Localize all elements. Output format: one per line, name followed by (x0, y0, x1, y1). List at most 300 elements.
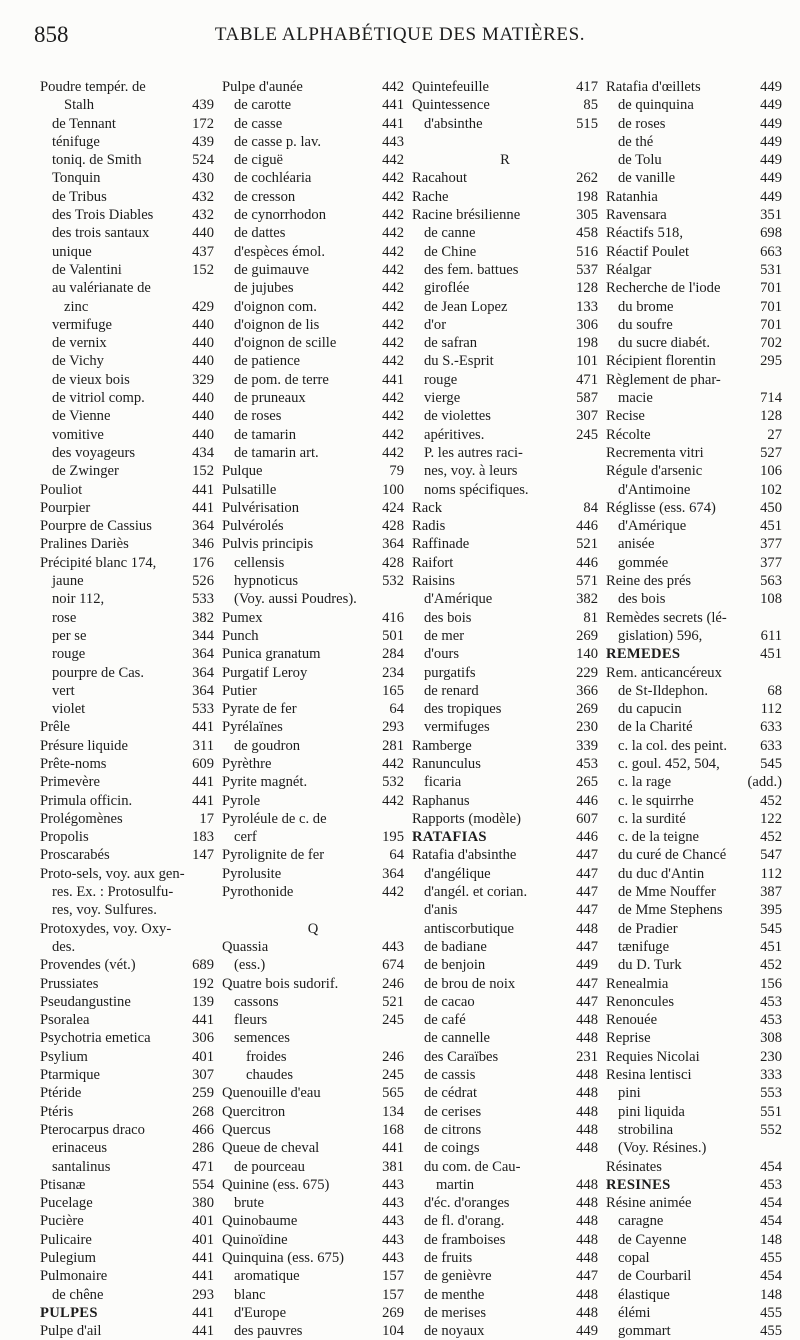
entry-term: erinaceus (52, 1140, 108, 1157)
entry-page-ref: 552 (760, 1121, 782, 1138)
entry-page-ref: 381 (382, 1158, 404, 1175)
index-entry (222, 481, 404, 499)
entry-page-ref: 532 (382, 573, 404, 590)
index-entry (222, 737, 404, 755)
entry-page-ref: 306 (576, 316, 598, 333)
entry-term: Racine brésilienne (412, 207, 521, 224)
entry-page-ref: 269 (382, 1304, 404, 1321)
index-entry (606, 1212, 782, 1230)
entry-page-ref: 106 (760, 463, 782, 480)
entry-term: brute (234, 1195, 264, 1212)
entry-term: de thé (618, 133, 654, 150)
index-entry (412, 499, 598, 517)
entry-term: de genièvre (424, 1268, 492, 1285)
entry-term: de fl. d'orang. (424, 1213, 505, 1230)
entry-page-ref: 563 (760, 573, 782, 590)
entry-term: anisée (618, 536, 655, 553)
index-entry (412, 590, 598, 608)
index-entry (222, 96, 404, 114)
index-entry (412, 828, 598, 846)
entry-term: de vitriol comp. (52, 390, 145, 407)
entry-term: semences (234, 1030, 290, 1047)
entry-term: de quinquina (618, 97, 694, 114)
entry-page-ref: 128 (760, 408, 782, 425)
index-entry (412, 718, 598, 736)
index-entry (606, 1322, 782, 1340)
entry-page-ref: 451 (760, 518, 782, 535)
index-entry (606, 993, 782, 1011)
entry-page-ref: 231 (576, 1048, 598, 1065)
entry-page-ref: 230 (576, 719, 598, 736)
page-header (34, 22, 766, 62)
entry-page-ref: 295 (760, 353, 782, 370)
index-entry (606, 444, 782, 462)
index-entry (606, 499, 782, 517)
entry-term: Quinquina (ess. 675) (222, 1250, 345, 1266)
entry-term: d'Antimoine (618, 481, 691, 498)
entry-page-ref: 446 (576, 829, 598, 846)
entry-term: de casse (234, 115, 283, 132)
entry-term: Ravensara (606, 207, 667, 224)
entry-term: c. la surdité (618, 810, 686, 827)
index-entry (606, 883, 782, 901)
entry-page-ref: 346 (192, 536, 214, 553)
entry-term: de cochléaria (234, 170, 312, 187)
entry-page-ref: 442 (382, 79, 404, 95)
entry-term: des tropiques (424, 701, 502, 718)
entry-page-ref: 453 (760, 1176, 782, 1193)
entry-term: ténifuge (52, 133, 100, 150)
entry-page-ref: 455 (760, 1323, 782, 1340)
index-entry (222, 426, 404, 444)
entry-term: Recherche de l'iode (606, 280, 721, 297)
index-entry (222, 1249, 404, 1267)
entry-term: res. Ex. : Protosulfu- (52, 884, 174, 901)
entry-term: de café (424, 1012, 466, 1029)
entry-term: Rache (412, 188, 449, 205)
entry-page-ref: 454 (760, 1213, 782, 1230)
entry-term: élémi (618, 1304, 651, 1321)
index-entry (606, 389, 782, 407)
index-entry (222, 865, 404, 883)
entry-term: Recise (606, 408, 645, 425)
index-entry (40, 975, 214, 993)
index-entry (606, 1267, 782, 1285)
entry-term: cellensis (234, 554, 285, 571)
index-entry (40, 1286, 214, 1304)
index-entry (606, 426, 782, 444)
entry-term: noir 112, (52, 591, 105, 608)
index-entry (412, 261, 598, 279)
entry-page-ref: 128 (576, 280, 598, 297)
entry-term: de pom. de terre (234, 371, 329, 388)
entry-page-ref: 81 (583, 609, 598, 626)
entry-term: Pulque (222, 463, 263, 480)
entry-term: Provendes (vét.) (40, 957, 136, 974)
index-entry (606, 1231, 782, 1249)
entry-term: Quercus (222, 1121, 271, 1138)
index-entry (606, 792, 782, 810)
entry-page-ref: 442 (382, 353, 404, 370)
entry-page-ref: 172 (192, 115, 214, 132)
entry-term: d'ours (424, 646, 460, 663)
entry-term: zinc (64, 298, 89, 315)
entry-page-ref: 533 (192, 591, 214, 608)
index-entry (222, 389, 404, 407)
entry-page-ref: 466 (192, 1121, 214, 1138)
entry-term: de noyaux (424, 1323, 485, 1340)
entry-term: Pulicaire (40, 1231, 92, 1248)
entry-term: c. la rage (618, 774, 672, 791)
entry-term: de patience (234, 353, 301, 370)
entry-page-ref: 448 (576, 1121, 598, 1138)
entry-page-ref: 140 (576, 646, 598, 663)
entry-term: martin (436, 1176, 475, 1193)
entry-term: de Mme Stephens (618, 902, 723, 919)
index-entry (606, 352, 782, 370)
entry-term: Renoncules (606, 993, 675, 1010)
index-entry (40, 243, 214, 261)
index-entry (222, 1139, 404, 1157)
entry-term: Renouée (606, 1012, 658, 1029)
entry-page-ref: 442 (382, 316, 404, 333)
entry-page-ref: 441 (382, 115, 404, 132)
entry-page-ref: 307 (576, 408, 598, 425)
entry-term: Protoxydes, voy. Oxy- (40, 920, 172, 937)
index-entry (606, 773, 782, 791)
entry-page-ref: 439 (192, 133, 214, 150)
entry-page-ref: 442 (382, 152, 404, 169)
entry-page-ref: 611 (760, 627, 782, 644)
entry-term: Punica granatum (222, 646, 321, 663)
entry-term: d'angél. et corian. (424, 884, 528, 901)
index-entry (40, 371, 214, 389)
index-entry (412, 609, 598, 627)
entry-term: Ptéris (40, 1103, 74, 1120)
entry-page-ref: 448 (576, 1140, 598, 1157)
index-entry (222, 1304, 404, 1322)
entry-page-ref: 451 (760, 938, 782, 955)
entry-term: Raphanus (412, 792, 470, 809)
index-entry (222, 718, 404, 736)
index-entry (222, 993, 404, 1011)
entry-term: vierge (424, 390, 461, 407)
index-entry (606, 1066, 782, 1084)
index-entry (412, 298, 598, 316)
index-entry (222, 371, 404, 389)
index-entry (40, 773, 214, 791)
index-entry (40, 572, 214, 590)
entry-page-ref: 441 (192, 1250, 214, 1266)
index-entry (412, 1121, 598, 1139)
entry-page-ref: 432 (192, 188, 214, 205)
entry-term: gommart (618, 1323, 671, 1340)
entry-term: des Trois Diables (52, 207, 154, 224)
entry-term: d'oignon de lis (234, 316, 320, 333)
index-entry (222, 700, 404, 718)
index-entry (222, 554, 404, 572)
entry-page-ref: 633 (760, 719, 782, 736)
entry-page-ref: 449 (760, 152, 782, 169)
entry-page-ref: 527 (760, 444, 782, 461)
entry-term: Quenouille d'eau (222, 1085, 321, 1102)
index-entry (222, 517, 404, 535)
entry-term: c. le squirrhe (618, 792, 694, 809)
index-entry (40, 1011, 214, 1029)
entry-page-ref: 701 (760, 280, 782, 297)
entry-term: Putier (222, 682, 257, 699)
index-entry (222, 572, 404, 590)
entry-page-ref: 307 (192, 1067, 214, 1084)
entry-page-ref: 428 (382, 554, 404, 571)
entry-term: (ess.) (234, 957, 266, 974)
index-entry (40, 1121, 214, 1139)
entry-page-ref: 439 (192, 97, 214, 114)
entry-term: de Vienne (52, 408, 111, 425)
entry-page-ref: 442 (382, 225, 404, 242)
index-entry (222, 664, 404, 682)
entry-page-ref: 448 (576, 920, 598, 937)
entry-term: Quintefeuille (412, 79, 489, 95)
entry-term: de vieux bois (52, 371, 130, 388)
index-entry (40, 444, 214, 462)
entry-term: Propolis (40, 829, 89, 846)
index-entry (222, 499, 404, 517)
entry-page-ref: 441 (382, 1140, 404, 1157)
index-entry (606, 1194, 782, 1212)
entry-page-ref: 607 (576, 810, 598, 827)
entry-term: Racahout (412, 170, 468, 187)
entry-page-ref: 192 (192, 975, 214, 992)
entry-term: Quinine (ess. 675) (222, 1176, 330, 1193)
index-entry (606, 316, 782, 334)
entry-term: Pourpre de Cassius (40, 518, 152, 535)
entry-page-ref: 443 (382, 1213, 404, 1230)
entry-page-ref: 364 (192, 518, 214, 535)
entry-term: copal (618, 1250, 650, 1266)
entry-term: de dattes (234, 225, 286, 242)
entry-page-ref: 455 (760, 1304, 782, 1321)
index-entry (606, 334, 782, 352)
entry-term: vomitive (52, 426, 104, 443)
entry-term: d'Amérique (618, 518, 687, 535)
entry-page-ref: 448 (576, 1231, 598, 1248)
index-entry (606, 700, 782, 718)
index-entry (412, 627, 598, 645)
entry-page-ref: 442 (382, 792, 404, 809)
entry-term: RATAFIAS (412, 829, 487, 846)
index-entry (606, 846, 782, 864)
index-entry (40, 206, 214, 224)
entry-page-ref: 306 (192, 1030, 214, 1047)
entry-term: de roses (618, 115, 666, 132)
entry-term: Pucière (40, 1213, 84, 1230)
entry-page-ref: 442 (382, 261, 404, 278)
entry-term: Réactifs 518, (606, 225, 684, 242)
index-entry (222, 243, 404, 261)
entry-page-ref: 447 (576, 1268, 598, 1285)
entry-page-ref: 442 (382, 426, 404, 443)
entry-page-ref: 380 (192, 1195, 214, 1212)
index-entry (40, 627, 214, 645)
entry-page-ref: 449 (760, 97, 782, 114)
index-entry (222, 1212, 404, 1230)
entry-page-ref: 447 (576, 847, 598, 864)
entry-term: froides (246, 1048, 287, 1065)
entry-term: de violettes (424, 408, 491, 425)
entry-term: de carotte (234, 97, 292, 114)
index-entry (412, 352, 598, 370)
index-entry (40, 169, 214, 187)
entry-term: pini (618, 1085, 641, 1102)
index-entry (606, 1121, 782, 1139)
entry-page-ref: 305 (576, 207, 598, 224)
index-entry (222, 682, 404, 700)
index-entry (412, 1267, 598, 1285)
entry-page-ref: 364 (192, 664, 214, 681)
entry-term: ficaria (424, 774, 462, 791)
index-entry (412, 316, 598, 334)
entry-page-ref: 269 (576, 701, 598, 718)
index-entry (40, 407, 214, 425)
index-entry (40, 1158, 214, 1176)
index-entry (606, 755, 782, 773)
entry-term: de canne (424, 225, 476, 242)
entry-page-ref: 84 (583, 499, 598, 516)
entry-term: de Pradier (618, 920, 678, 937)
entry-page-ref: 424 (382, 499, 404, 516)
entry-term: Recrementa vitri (606, 444, 704, 461)
index-entry (606, 115, 782, 133)
index-entry (222, 1231, 404, 1249)
entry-page-ref: 157 (382, 1268, 404, 1285)
entry-page-ref: 551 (760, 1103, 782, 1120)
entry-page-ref: 449 (760, 170, 782, 187)
entry-term: de framboises (424, 1231, 506, 1248)
index-entry (606, 1158, 782, 1176)
entry-term: Ptéride (40, 1085, 82, 1102)
index-entry (40, 261, 214, 279)
entry-term: de coings (424, 1140, 480, 1157)
entry-term: de vanille (618, 170, 676, 187)
index-entry (40, 1084, 214, 1102)
entry-term: Quatre bois sudorif. (222, 975, 339, 992)
entry-page-ref: 416 (382, 609, 404, 626)
entry-term: Pulpe d'aunée (222, 79, 303, 95)
index-entry (606, 1249, 782, 1267)
index-entry (222, 901, 404, 919)
entry-term: Pyrèthre (222, 755, 272, 772)
entry-page-ref: 440 (192, 408, 214, 425)
index-entry (606, 224, 782, 242)
entry-page-ref: 446 (576, 554, 598, 571)
entry-term: rose (52, 609, 77, 626)
entry-term: Stalh (64, 97, 94, 114)
entry-term: chaudes (246, 1067, 294, 1084)
index-entry (40, 316, 214, 334)
entry-page-ref: 401 (192, 1231, 214, 1248)
index-entry (412, 664, 598, 682)
entry-term: Pulpe d'ail (40, 1323, 102, 1340)
index-columns (40, 78, 788, 1340)
entry-page-ref: 234 (382, 664, 404, 681)
index-entry (222, 1267, 404, 1285)
entry-term: d'Europe (234, 1304, 287, 1321)
entry-page-ref: 148 (760, 1231, 782, 1248)
index-entry (606, 1286, 782, 1304)
entry-page-ref: 176 (192, 554, 214, 571)
entry-term: apéritives. (424, 426, 485, 443)
index-entry (412, 1158, 598, 1176)
index-entry (606, 188, 782, 206)
index-entry (40, 499, 214, 517)
index-entry (40, 956, 214, 974)
index-entry (40, 1304, 214, 1322)
section-letter (222, 920, 404, 938)
entry-term: Raffinade (412, 536, 470, 553)
entry-page-ref: 446 (576, 792, 598, 809)
entry-term: toniq. de Smith (52, 152, 142, 169)
index-entry (40, 1103, 214, 1121)
entry-term: de merises (424, 1304, 487, 1321)
entry-term: strobilina (618, 1121, 674, 1138)
entry-term: Renealmia (606, 975, 669, 992)
index-entry (412, 517, 598, 535)
entry-page-ref: 524 (192, 152, 214, 169)
index-entry (222, 773, 404, 791)
index-entry (222, 609, 404, 627)
entry-page-ref: 452 (760, 792, 782, 809)
entry-page-ref: 229 (576, 664, 598, 681)
entry-page-ref: 102 (760, 481, 782, 498)
entry-page-ref: 165 (382, 682, 404, 699)
entry-term: Quinoïdine (222, 1231, 288, 1248)
index-entry (606, 664, 782, 682)
entry-term: santalinus (52, 1158, 111, 1175)
entry-page-ref: 448 (576, 1213, 598, 1230)
entry-page-ref: 702 (760, 335, 782, 352)
entry-term: de la Charité (618, 719, 693, 736)
index-entry (222, 1011, 404, 1029)
index-entry (40, 901, 214, 919)
index-entry (222, 115, 404, 133)
entry-page-ref: 112 (760, 701, 782, 718)
entry-term: du duc d'Antin (618, 865, 705, 882)
entry-term: Ptarmique (40, 1067, 100, 1084)
entry-page-ref: 437 (192, 243, 214, 260)
entry-term: d'or (424, 316, 447, 333)
entry-page-ref: 284 (382, 646, 404, 663)
entry-page-ref: 364 (192, 682, 214, 699)
index-entry (222, 261, 404, 279)
entry-page-ref: 554 (192, 1176, 214, 1193)
entry-term: Proto-sels, voy. aux gen- (40, 865, 185, 882)
entry-term: pini liquida (618, 1103, 685, 1120)
entry-term: Pyrolusite (222, 865, 282, 882)
entry-term: de cannelle (424, 1030, 491, 1047)
entry-term: Pulvis principis (222, 536, 314, 553)
entry-term: de Tolu (618, 152, 662, 169)
index-entry (412, 901, 598, 919)
index-entry (412, 1103, 598, 1121)
entry-term: au valérianate de (52, 280, 151, 297)
entry-page-ref: 443 (382, 938, 404, 955)
entry-term: Pulvérisation (222, 499, 300, 516)
entry-page-ref: 452 (760, 829, 782, 846)
entry-page-ref: 101 (576, 353, 598, 370)
index-entry (412, 371, 598, 389)
entry-term: Pumex (222, 609, 263, 626)
